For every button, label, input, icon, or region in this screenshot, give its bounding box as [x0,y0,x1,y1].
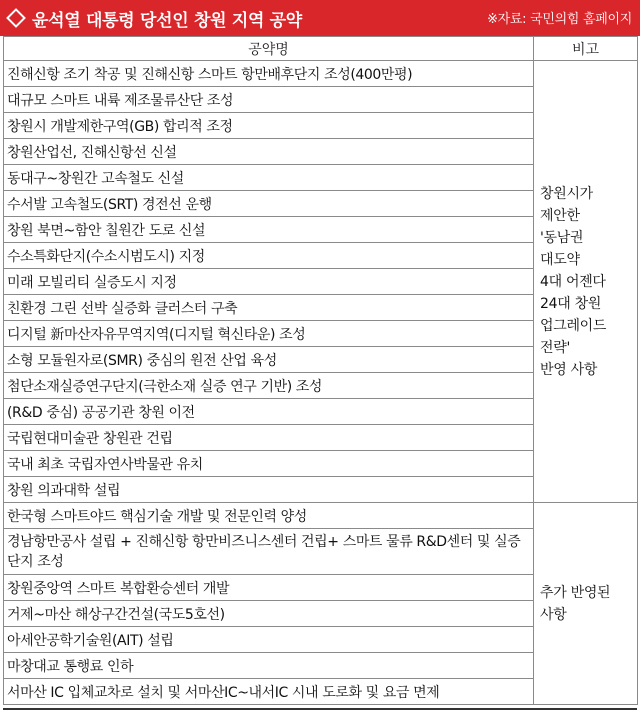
table-cell: 창원 의과대학 설립 [4,477,534,503]
table-cell: 디지털 新마산자유무역지역(디지털 혁신타운) 조성 [4,321,534,347]
pledge-table [3,36,638,705]
header-pledge-name: 공약명 [4,37,534,61]
remarks-line: 전략' [540,339,570,356]
table-cell: 국내 최초 국립자연사박물관 유치 [4,451,534,477]
table-header-row [4,37,638,61]
table-cell: 수소특화단지(수소시범도시) 지정 [4,243,534,269]
table-cell: 첨단소재실증연구단지(극한소재 실증 연구 기반) 조성 [4,373,534,399]
table-cell: 친환경 그린 선박 실증화 클러스터 구축 [4,295,534,321]
remarks-line: 제안한 [540,207,580,224]
remarks-cell-group2 [534,503,638,705]
page-title: 윤석열 대통령 당선인 창원 지역 공약 [32,10,302,31]
diamond-outline-icon [6,8,26,28]
table-cell: 서마산 IC 입체교차로 설치 및 서마산IC~내서IC 시내 도로화 및 요금 면제 [4,679,534,705]
table-cell: (R&D 중심) 공공기관 창원 이전 [4,399,534,425]
remarks-line: '동남권 [540,229,584,246]
table-cell: 경남항만공사 설립 + 진해신항 항만비즈니스센터 건립+ 스마트 물류 R&D센터 및 실증단지 조성 [4,529,534,575]
table-cell: 창원 북면~함안 칠원간 도로 신설 [4,217,534,243]
remarks-line: 대도약 [540,251,580,268]
table-row [4,61,638,87]
table-cell: 창원시 개발제한구역(GB) 합리적 조정 [4,113,534,139]
remarks-line: 추가 반영된 [540,584,611,601]
remarks-line: 사항 [540,606,567,623]
remarks-line: 업그레이드 [540,317,607,334]
source-note: ※자료: 국민의힘 홈페이지 [487,12,632,27]
remarks-line: 창원시가 [540,185,593,202]
table-cell: 한국형 스마트야드 핵심기술 개발 및 전문인력 양성 [4,503,534,529]
header-remarks: 비고 [534,37,638,61]
remarks-line: 4대 어젠다 [540,273,606,290]
table-cell: 동대구~창원간 고속철도 신설 [4,165,534,191]
table-cell: 진해신항 조기 착공 및 진해신항 스마트 항만배후단지 조성(400만평) [4,61,534,87]
table-cell: 창원중앙역 스마트 복합환승센터 개발 [4,575,534,601]
table-cell: 수서발 고속철도(SRT) 경전선 운행 [4,191,534,217]
table-cell: 미래 모빌리티 실증도시 지정 [4,269,534,295]
table-cell: 거제~마산 해상구간건설(국도5호선) [4,601,534,627]
remarks-line: 24대 창원 [540,295,602,312]
title-banner [0,0,640,36]
table-cell: 마창대교 통행료 인하 [4,653,534,679]
bottom-divider [3,708,637,710]
remarks-line: 반영 사항 [540,361,598,378]
table-cell: 국립현대미술관 창원관 건립 [4,425,534,451]
table-cell: 아세안공학기술원(AIT) 설립 [4,627,534,653]
table-cell: 창원산업선, 진해신항선 신설 [4,139,534,165]
table-cell: 소형 모듈원자로(SMR) 중심의 원전 산업 육성 [4,347,534,373]
table-cell: 대규모 스마트 내륙 제조물류산단 조성 [4,87,534,113]
remarks-cell-group1 [534,61,638,503]
table-row [4,503,638,529]
